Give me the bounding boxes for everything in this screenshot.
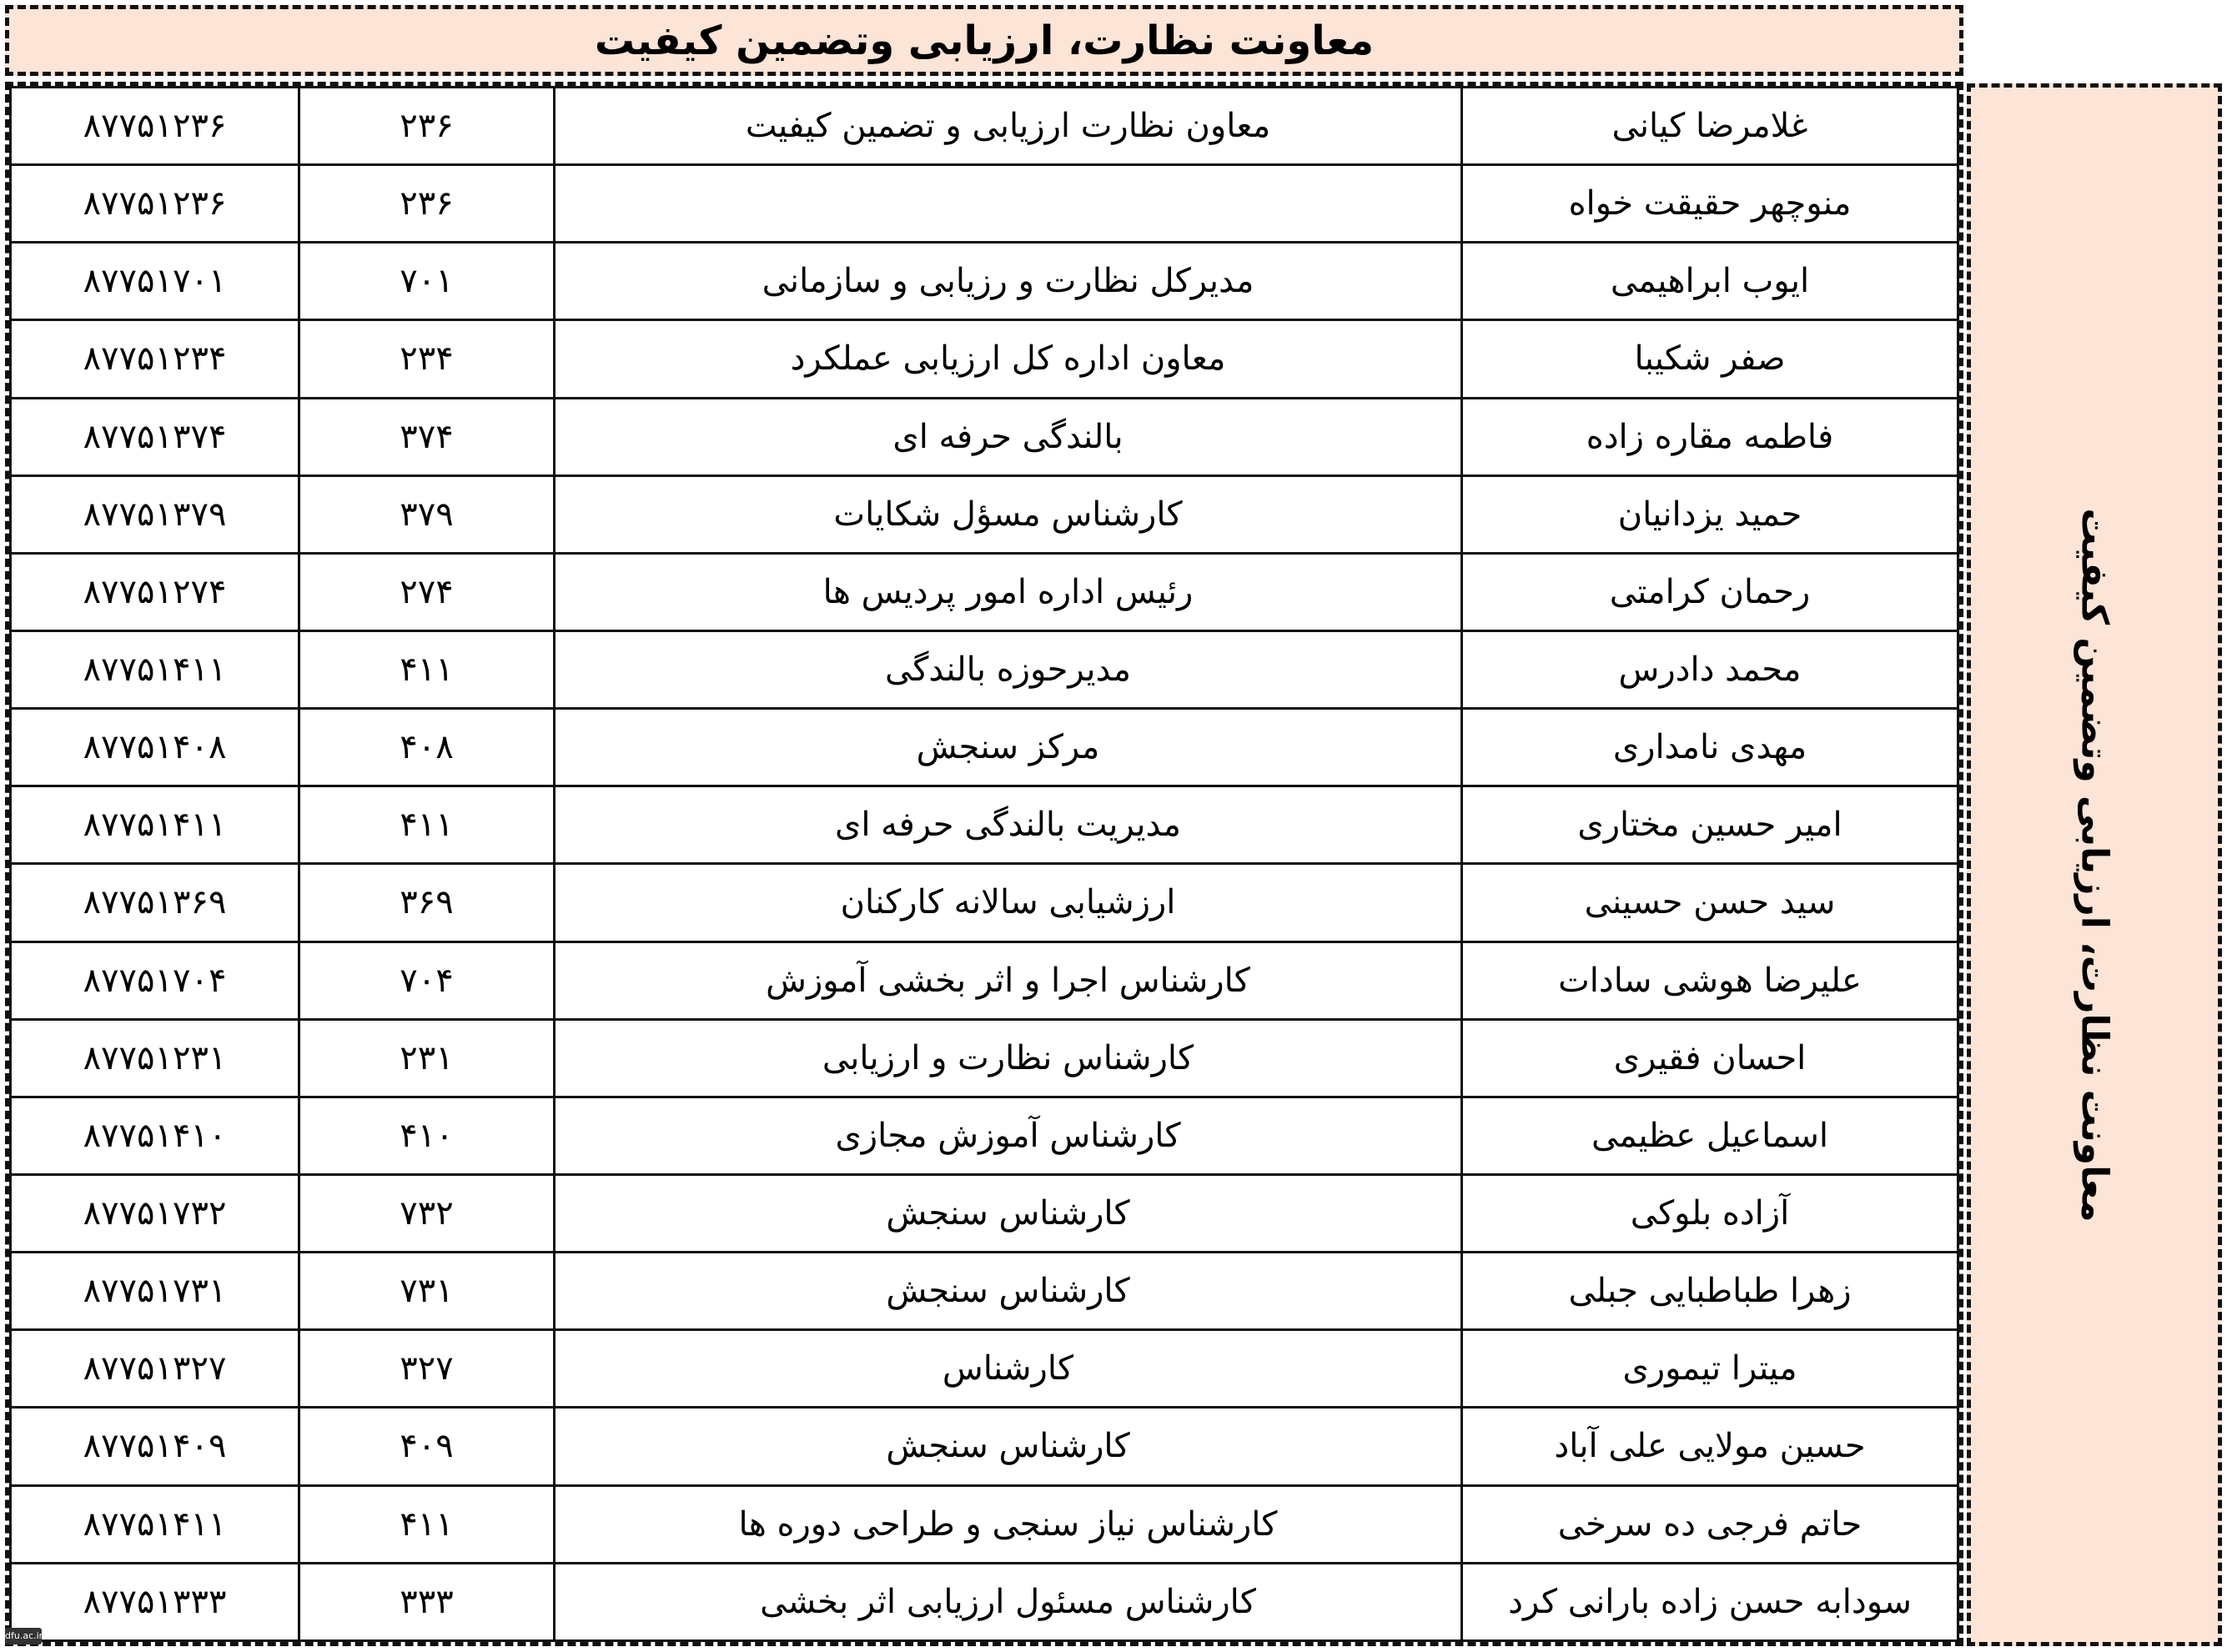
role-cell: معاون اداره کل ارزیابی عملکرد bbox=[555, 320, 1462, 398]
extension-cell: ۴۱۱ bbox=[299, 786, 555, 864]
extension-cell: ۷۰۴ bbox=[299, 941, 555, 1019]
table-row bbox=[11, 1330, 1958, 1408]
table-row bbox=[11, 1174, 1958, 1252]
name-cell: محمد دادرس bbox=[1462, 630, 1958, 708]
phone-cell: ۸۷۷۵۱۳۲۷ bbox=[11, 1330, 299, 1408]
table-row bbox=[11, 165, 1958, 243]
extension-cell: ۲۳۶ bbox=[299, 88, 555, 165]
extension-cell: ۴۱۱ bbox=[299, 1485, 555, 1563]
name-cell: امیر حسین مختاری bbox=[1462, 786, 1958, 864]
table-row bbox=[11, 398, 1958, 475]
role-cell: مدیرحوزه بالندگی bbox=[555, 630, 1462, 708]
extension-cell: ۲۳۱ bbox=[299, 1019, 555, 1097]
name-cell: سید حسن حسینی bbox=[1462, 864, 1958, 941]
role-cell: کارشناس نیاز سنجی و طراحی دوره ها bbox=[555, 1485, 1462, 1563]
phone-cell: ۸۷۷۵۱۳۷۴ bbox=[11, 398, 299, 475]
role-cell: کارشناس آموزش مجازی bbox=[555, 1097, 1462, 1174]
name-cell: حسین مولایی علی آباد bbox=[1462, 1408, 1958, 1485]
phone-cell: ۸۷۷۵۱۴۱۱ bbox=[11, 630, 299, 708]
name-cell: منوچهر حقیقت خواه bbox=[1462, 165, 1958, 243]
phone-cell: ۸۷۷۵۱۷۰۱ bbox=[11, 243, 299, 320]
name-cell: ایوب ابراهیمی bbox=[1462, 243, 1958, 320]
extension-cell: ۲۳۶ bbox=[299, 165, 555, 243]
role-cell: کارشناس سنجش bbox=[555, 1174, 1462, 1252]
phone-cell: ۸۷۷۵۱۴۰۹ bbox=[11, 1408, 299, 1485]
phone-cell: ۸۷۷۵۱۳۳۳ bbox=[11, 1563, 299, 1640]
role-cell: کارشناس سنجش bbox=[555, 1253, 1462, 1330]
phone-cell: ۸۷۷۵۱۴۱۱ bbox=[11, 786, 299, 864]
phone-cell: ۸۷۷۵۱۷۳۱ bbox=[11, 1253, 299, 1330]
role-cell: کارشناس نظارت و ارزیابی bbox=[555, 1019, 1462, 1097]
table-row bbox=[11, 88, 1958, 165]
phone-cell: ۸۷۷۵۱۲۳۶ bbox=[11, 165, 299, 243]
name-cell: رحمان کرامتی bbox=[1462, 553, 1958, 630]
phone-cell: ۸۷۷۵۱۲۷۴ bbox=[11, 553, 299, 630]
page-title bbox=[5, 5, 1963, 76]
extension-cell: ۳۳۳ bbox=[299, 1563, 555, 1640]
table-row bbox=[11, 475, 1958, 553]
extension-cell: ۴۰۸ bbox=[299, 709, 555, 786]
role-cell: مدیرکل نظارت و رزیابی و سازمانی bbox=[555, 243, 1462, 320]
role-cell: کارشناس اجرا و اثر بخشی آموزش bbox=[555, 941, 1462, 1019]
role-cell: مدیریت بالندگی حرفه ای bbox=[555, 786, 1462, 864]
extension-cell: ۴۱۰ bbox=[299, 1097, 555, 1174]
role-cell: کارشناس سنجش bbox=[555, 1408, 1462, 1485]
role-cell bbox=[555, 165, 1462, 243]
role-cell: ارزشیابی سالانه کارکنان bbox=[555, 864, 1462, 941]
name-cell: زهرا طباطبایی جبلی bbox=[1462, 1253, 1958, 1330]
phone-cell: ۸۷۷۵۱۳۶۹ bbox=[11, 864, 299, 941]
table-row bbox=[11, 864, 1958, 941]
name-cell: آزاده بلوکی bbox=[1462, 1174, 1958, 1252]
extension-cell: ۲۳۴ bbox=[299, 320, 555, 398]
side-label-panel bbox=[1967, 83, 2222, 1646]
phone-cell: ۸۷۷۵۱۳۷۹ bbox=[11, 475, 299, 553]
directory-table bbox=[5, 82, 1963, 1646]
extension-cell: ۳۷۹ bbox=[299, 475, 555, 553]
table-body bbox=[11, 88, 1958, 1641]
role-cell: رئیس اداره امور پردیس ها bbox=[555, 553, 1462, 630]
role-cell: کارشناس bbox=[555, 1330, 1462, 1408]
name-cell: علیرضا هوشی سادات bbox=[1462, 941, 1958, 1019]
phone-cell: ۸۷۷۵۱۴۱۰ bbox=[11, 1097, 299, 1174]
name-cell: احسان فقیری bbox=[1462, 1019, 1958, 1097]
name-cell: حاتم فرجی ده سرخی bbox=[1462, 1485, 1958, 1563]
extension-cell: ۳۷۴ bbox=[299, 398, 555, 475]
table-row bbox=[11, 320, 1958, 398]
table-row bbox=[11, 553, 1958, 630]
phone-cell: ۸۷۷۵۱۲۳۱ bbox=[11, 1019, 299, 1097]
table-row bbox=[11, 1563, 1958, 1640]
extension-cell: ۴۱۱ bbox=[299, 630, 555, 708]
extension-cell: ۷۳۲ bbox=[299, 1174, 555, 1252]
table-row bbox=[11, 630, 1958, 708]
extension-cell: ۲۷۴ bbox=[299, 553, 555, 630]
extension-cell: ۳۶۹ bbox=[299, 864, 555, 941]
phone-cell: ۸۷۷۵۱۲۳۴ bbox=[11, 320, 299, 398]
role-cell: کارشناس مسؤل شکایات bbox=[555, 475, 1462, 553]
name-cell: سودابه حسن زاده بارانی کرد bbox=[1462, 1563, 1958, 1640]
role-cell: معاون نظارت ارزیابی و تضمین کیفیت bbox=[555, 88, 1462, 165]
table-row bbox=[11, 1019, 1958, 1097]
table-row bbox=[11, 941, 1958, 1019]
table-row bbox=[11, 709, 1958, 786]
name-cell: فاطمه مقاره زاده bbox=[1462, 398, 1958, 475]
phone-cell: ۸۷۷۵۱۷۳۲ bbox=[11, 1174, 299, 1252]
table-row bbox=[11, 786, 1958, 864]
name-cell: اسماعیل عظیمی bbox=[1462, 1097, 1958, 1174]
side-label: معاونت نظارت، ارزیابی وتضمین کیفیت bbox=[2073, 507, 2116, 1223]
extension-cell: ۷۰۱ bbox=[299, 243, 555, 320]
extension-cell: ۴۰۹ bbox=[299, 1408, 555, 1485]
role-cell: بالندگی حرفه ای bbox=[555, 398, 1462, 475]
name-cell: مهدی نامداری bbox=[1462, 709, 1958, 786]
name-cell: صفر شکیبا bbox=[1462, 320, 1958, 398]
phone-cell: ۸۷۷۵۱۴۱۱ bbox=[11, 1485, 299, 1563]
extension-cell: ۷۳۱ bbox=[299, 1253, 555, 1330]
phone-cell: ۸۷۷۵۱۷۰۴ bbox=[11, 941, 299, 1019]
phone-cell: ۸۷۷۵۱۲۳۶ bbox=[11, 88, 299, 165]
page-title-text: معاونت نظارت، ارزیابی وتضمین کیفیت bbox=[594, 17, 1375, 64]
name-cell: حمید یزدانیان bbox=[1462, 475, 1958, 553]
table-row bbox=[11, 243, 1958, 320]
table-row bbox=[11, 1253, 1958, 1330]
table-row bbox=[11, 1485, 1958, 1563]
phone-cell: ۸۷۷۵۱۴۰۸ bbox=[11, 709, 299, 786]
watermark-logo: dfu.ac.ir bbox=[5, 1628, 42, 1644]
table-row bbox=[11, 1408, 1958, 1485]
role-cell: مرکز سنجش bbox=[555, 709, 1462, 786]
extension-cell: ۳۲۷ bbox=[299, 1330, 555, 1408]
name-cell: غلامرضا کیانی bbox=[1462, 88, 1958, 165]
role-cell: کارشناس مسئول ارزیابی اثر بخشی bbox=[555, 1563, 1462, 1640]
name-cell: میترا تیموری bbox=[1462, 1330, 1958, 1408]
table-row bbox=[11, 1097, 1958, 1174]
